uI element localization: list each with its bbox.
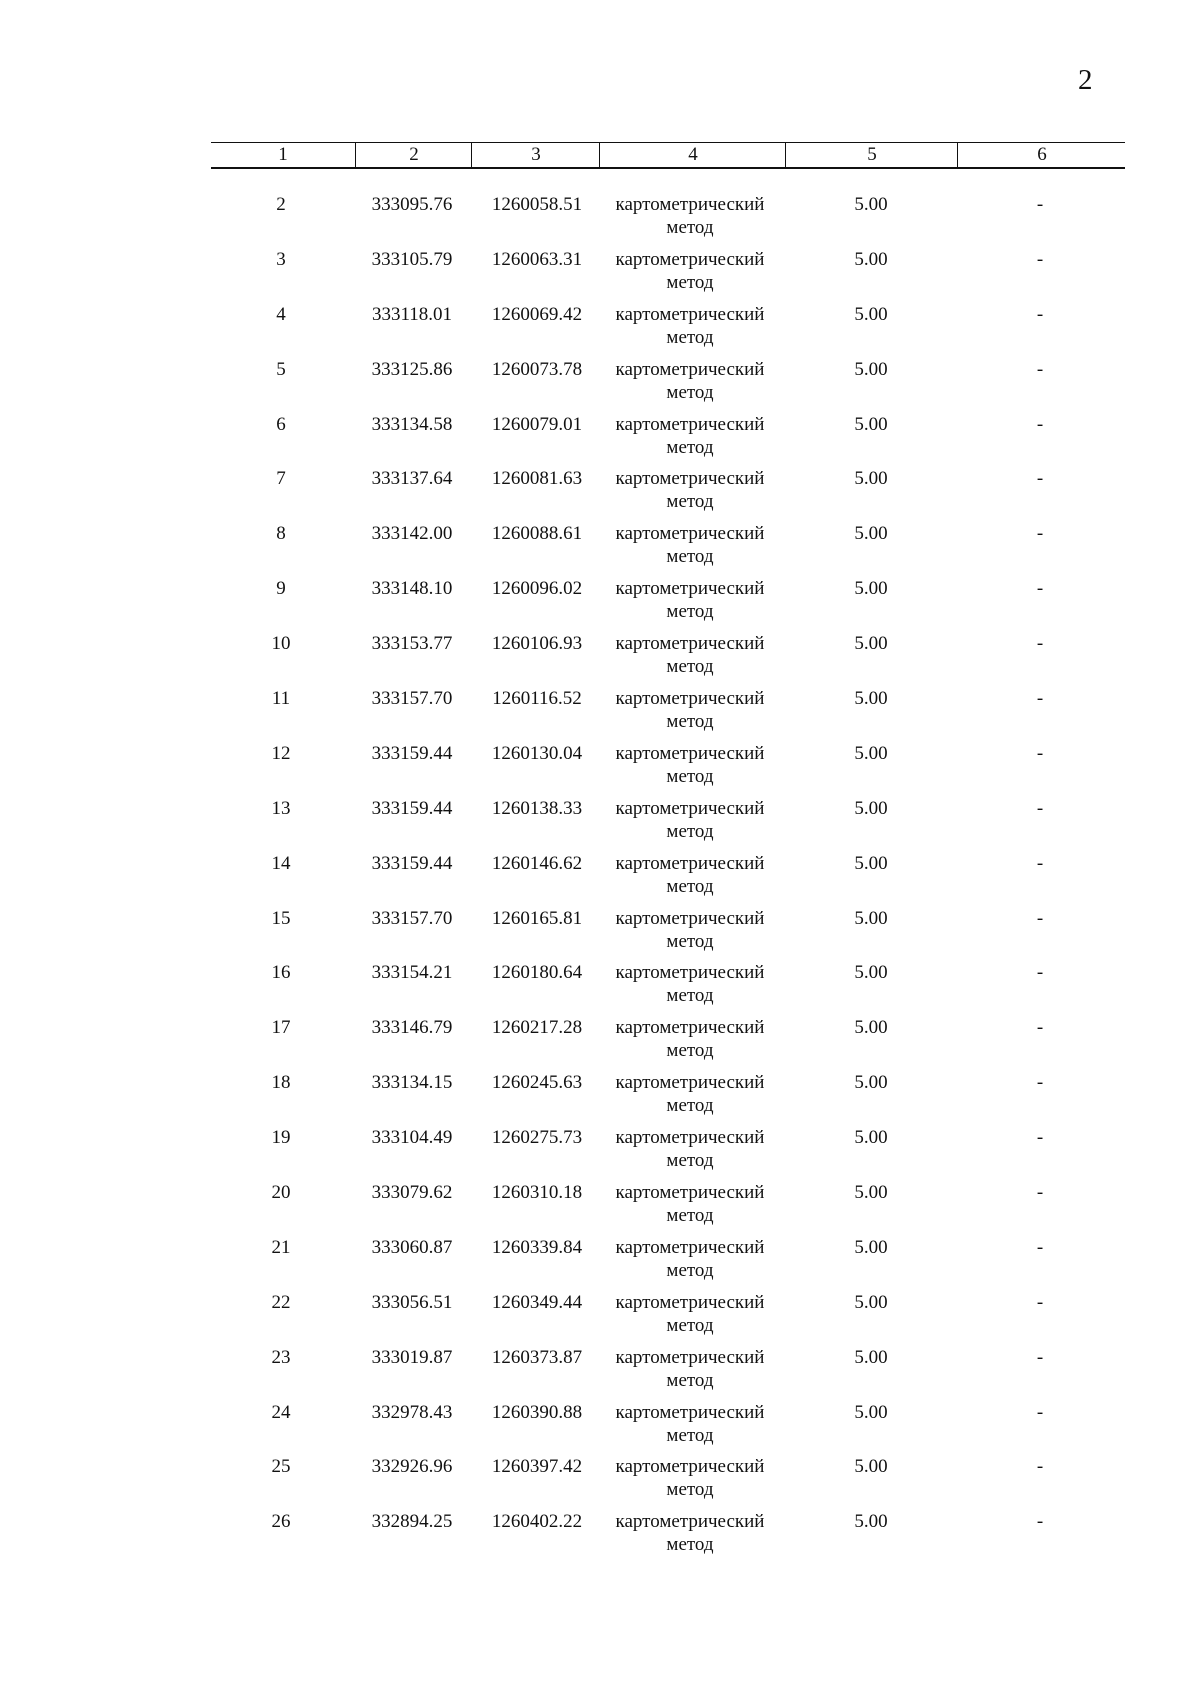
method-cell bbox=[597, 1455, 783, 1501]
note-value: - bbox=[1036, 523, 1044, 545]
accuracy-value: 5.00 bbox=[854, 1511, 888, 1533]
method-line-1: картометрический bbox=[615, 1072, 765, 1094]
table-row bbox=[0, 572, 1200, 627]
coordinate-x: 333146.79 bbox=[371, 1017, 453, 1039]
method-line-2: метод bbox=[666, 711, 714, 733]
table-row bbox=[0, 956, 1200, 1011]
coordinate-x: 333153.77 bbox=[371, 633, 453, 655]
coordinate-x: 333125.86 bbox=[371, 358, 453, 380]
note-value: - bbox=[1036, 1346, 1044, 1368]
method-cell bbox=[597, 1071, 783, 1117]
table-row bbox=[0, 243, 1200, 298]
method-line-1: картометрический bbox=[615, 852, 765, 874]
coordinate-x: 333056.51 bbox=[371, 1291, 453, 1313]
note-value: - bbox=[1036, 742, 1044, 764]
coordinate-y: 1260217.28 bbox=[491, 1017, 583, 1039]
coordinate-x: 333019.87 bbox=[371, 1346, 453, 1368]
header-col-6: 6 bbox=[957, 143, 1126, 167]
coordinate-x: 333159.44 bbox=[371, 797, 453, 819]
method-cell bbox=[597, 303, 783, 349]
coordinate-y: 1260245.63 bbox=[491, 1072, 583, 1094]
header-col-4: 4 bbox=[599, 143, 786, 167]
table-row bbox=[0, 1066, 1200, 1121]
coordinate-y: 1260073.78 bbox=[491, 358, 583, 380]
method-line-2: метод bbox=[666, 820, 714, 842]
table-row bbox=[0, 847, 1200, 902]
method-cell bbox=[597, 1126, 783, 1172]
table-row bbox=[0, 1450, 1200, 1505]
coordinate-y: 1260390.88 bbox=[491, 1401, 583, 1423]
accuracy-value: 5.00 bbox=[854, 523, 888, 545]
accuracy-value: 5.00 bbox=[854, 633, 888, 655]
method-line-1: картометрический bbox=[615, 1511, 765, 1533]
method-cell bbox=[597, 248, 783, 294]
method-line-2: метод bbox=[666, 491, 714, 513]
point-number: 26 bbox=[271, 1511, 291, 1533]
table-row bbox=[0, 408, 1200, 463]
point-number: 22 bbox=[271, 1291, 291, 1313]
point-number: 20 bbox=[271, 1182, 291, 1204]
page-number: 2 bbox=[1078, 64, 1093, 96]
note-value: - bbox=[1036, 303, 1044, 325]
method-line-1: картометрический bbox=[615, 633, 765, 655]
note-value: - bbox=[1036, 194, 1044, 215]
method-line-2: метод bbox=[666, 601, 714, 623]
accuracy-value: 5.00 bbox=[854, 1182, 888, 1204]
point-number: 21 bbox=[271, 1236, 291, 1258]
point-number: 10 bbox=[271, 633, 291, 655]
coordinate-x: 333079.62 bbox=[371, 1182, 453, 1204]
point-number: 2 bbox=[276, 194, 286, 215]
accuracy-value: 5.00 bbox=[854, 1072, 888, 1094]
point-number: 5 bbox=[276, 358, 286, 380]
accuracy-value: 5.00 bbox=[854, 248, 888, 270]
method-cell bbox=[597, 413, 783, 459]
accuracy-value: 5.00 bbox=[854, 468, 888, 490]
coordinate-x: 333148.10 bbox=[371, 578, 453, 600]
accuracy-value: 5.00 bbox=[854, 688, 888, 710]
point-number: 25 bbox=[271, 1456, 291, 1478]
note-value: - bbox=[1036, 1182, 1044, 1204]
note-value: - bbox=[1036, 1236, 1044, 1258]
coordinates-table bbox=[0, 188, 1200, 1560]
point-number: 15 bbox=[271, 907, 291, 929]
method-line-2: метод bbox=[666, 217, 714, 238]
note-value: - bbox=[1036, 1401, 1044, 1423]
method-line-2: метод bbox=[666, 875, 714, 897]
method-line-2: метод bbox=[666, 326, 714, 348]
method-line-2: метод bbox=[666, 1205, 714, 1227]
accuracy-value: 5.00 bbox=[854, 1236, 888, 1258]
table-row bbox=[0, 1231, 1200, 1286]
coordinate-x: 333142.00 bbox=[371, 523, 453, 545]
table-row bbox=[0, 1341, 1200, 1396]
coordinate-y: 1260138.33 bbox=[491, 797, 583, 819]
coordinate-y: 1260146.62 bbox=[491, 852, 583, 874]
method-line-2: метод bbox=[666, 1534, 714, 1556]
table-row bbox=[0, 627, 1200, 682]
note-value: - bbox=[1036, 468, 1044, 490]
accuracy-value: 5.00 bbox=[854, 1401, 888, 1423]
method-cell bbox=[597, 632, 783, 678]
method-line-2: метод bbox=[666, 1040, 714, 1062]
method-line-2: метод bbox=[666, 546, 714, 568]
note-value: - bbox=[1036, 1511, 1044, 1533]
header-col-1: 1 bbox=[278, 144, 288, 165]
coordinate-y: 1260106.93 bbox=[491, 633, 583, 655]
note-value: - bbox=[1036, 248, 1044, 270]
method-line-2: метод bbox=[666, 656, 714, 678]
table-row bbox=[0, 353, 1200, 408]
header-col-2: 2 bbox=[355, 143, 472, 167]
method-line-1: картометрический bbox=[615, 1401, 765, 1423]
method-cell bbox=[597, 193, 783, 239]
table-row bbox=[0, 792, 1200, 847]
coordinate-y: 1260180.64 bbox=[491, 962, 583, 984]
method-line-2: метод bbox=[666, 1479, 714, 1501]
point-number: 7 bbox=[276, 468, 286, 490]
note-value: - bbox=[1036, 688, 1044, 710]
table-row bbox=[0, 1011, 1200, 1066]
method-line-1: картометрический bbox=[615, 523, 765, 545]
accuracy-value: 5.00 bbox=[854, 742, 888, 764]
note-value: - bbox=[1036, 633, 1044, 655]
accuracy-value: 5.00 bbox=[854, 1456, 888, 1478]
method-cell bbox=[597, 1236, 783, 1282]
coordinate-y: 1260339.84 bbox=[491, 1236, 583, 1258]
point-number: 3 bbox=[276, 248, 286, 270]
point-number: 18 bbox=[271, 1072, 291, 1094]
note-value: - bbox=[1036, 578, 1044, 600]
note-value: - bbox=[1036, 797, 1044, 819]
coordinate-y: 1260130.04 bbox=[491, 742, 583, 764]
header-col-3: 3 bbox=[471, 143, 600, 167]
method-line-2: метод bbox=[666, 1369, 714, 1391]
coordinate-x: 333157.70 bbox=[371, 907, 453, 929]
note-value: - bbox=[1036, 907, 1044, 929]
accuracy-value: 5.00 bbox=[854, 1291, 888, 1313]
coordinate-x: 333159.44 bbox=[371, 852, 453, 874]
method-cell bbox=[597, 852, 783, 898]
method-line-1: картометрический bbox=[615, 1127, 765, 1149]
note-value: - bbox=[1036, 1456, 1044, 1478]
method-line-1: картометрический bbox=[615, 797, 765, 819]
table-row bbox=[0, 1121, 1200, 1176]
table-row bbox=[0, 298, 1200, 353]
coordinate-y: 1260165.81 bbox=[491, 907, 583, 929]
table-row bbox=[0, 188, 1200, 243]
accuracy-value: 5.00 bbox=[854, 797, 888, 819]
method-line-2: метод bbox=[666, 1150, 714, 1172]
method-line-1: картометрический bbox=[615, 194, 765, 215]
method-line-1: картометрический bbox=[615, 1236, 765, 1258]
coordinate-x: 332894.25 bbox=[371, 1511, 453, 1533]
coordinate-x: 332926.96 bbox=[371, 1456, 453, 1478]
coordinate-y: 1260397.42 bbox=[491, 1456, 583, 1478]
coordinate-x: 333134.58 bbox=[371, 413, 453, 435]
point-number: 19 bbox=[271, 1127, 291, 1149]
note-value: - bbox=[1036, 1127, 1044, 1149]
point-number: 23 bbox=[271, 1346, 291, 1368]
coordinate-x: 333060.87 bbox=[371, 1236, 453, 1258]
accuracy-value: 5.00 bbox=[854, 852, 888, 874]
method-cell bbox=[597, 687, 783, 733]
method-line-1: картометрический bbox=[615, 742, 765, 764]
method-line-1: картометрический bbox=[615, 962, 765, 984]
coordinate-x: 332978.43 bbox=[371, 1401, 453, 1423]
method-cell bbox=[597, 1181, 783, 1227]
method-line-1: картометрический bbox=[615, 468, 765, 490]
coordinate-y: 1260096.02 bbox=[491, 578, 583, 600]
method-line-1: картометрический bbox=[615, 248, 765, 270]
method-cell bbox=[597, 742, 783, 788]
method-cell bbox=[597, 1291, 783, 1337]
method-cell bbox=[597, 797, 783, 843]
method-line-2: метод bbox=[666, 1314, 714, 1336]
note-value: - bbox=[1036, 1017, 1044, 1039]
coordinate-x: 333157.70 bbox=[371, 688, 453, 710]
table-row bbox=[0, 462, 1200, 517]
method-cell bbox=[597, 522, 783, 568]
method-cell bbox=[597, 467, 783, 513]
coordinate-x: 333134.15 bbox=[371, 1072, 453, 1094]
point-number: 11 bbox=[271, 688, 291, 710]
coordinate-y: 1260310.18 bbox=[491, 1182, 583, 1204]
method-cell bbox=[597, 1401, 783, 1447]
coordinate-y: 1260063.31 bbox=[491, 248, 583, 270]
method-line-2: метод bbox=[666, 1259, 714, 1281]
table-header bbox=[211, 142, 1125, 169]
coordinate-x: 333118.01 bbox=[371, 303, 453, 325]
method-line-2: метод bbox=[666, 271, 714, 293]
point-number: 16 bbox=[271, 962, 291, 984]
coordinate-x: 333104.49 bbox=[371, 1127, 453, 1149]
coordinate-x: 333159.44 bbox=[371, 742, 453, 764]
coordinate-y: 1260088.61 bbox=[491, 523, 583, 545]
point-number: 24 bbox=[271, 1401, 291, 1423]
method-line-1: картометрический bbox=[615, 1291, 765, 1313]
coordinate-y: 1260069.42 bbox=[491, 303, 583, 325]
accuracy-value: 5.00 bbox=[854, 1017, 888, 1039]
coordinate-y: 1260079.01 bbox=[491, 413, 583, 435]
coordinate-y: 1260349.44 bbox=[491, 1291, 583, 1313]
coordinate-y: 1260275.73 bbox=[491, 1127, 583, 1149]
coordinate-x: 333154.21 bbox=[371, 962, 453, 984]
method-line-2: метод bbox=[666, 930, 714, 952]
method-line-1: картометрический bbox=[615, 1017, 765, 1039]
method-line-1: картометрический bbox=[615, 303, 765, 325]
coordinate-y: 1260081.63 bbox=[491, 468, 583, 490]
method-cell bbox=[597, 1016, 783, 1062]
accuracy-value: 5.00 bbox=[854, 358, 888, 380]
note-value: - bbox=[1036, 358, 1044, 380]
table-row bbox=[0, 517, 1200, 572]
method-cell bbox=[597, 577, 783, 623]
coordinate-y: 1260373.87 bbox=[491, 1346, 583, 1368]
accuracy-value: 5.00 bbox=[854, 1346, 888, 1368]
point-number: 4 bbox=[276, 303, 286, 325]
table-row bbox=[0, 902, 1200, 957]
method-line-2: метод bbox=[666, 381, 714, 403]
method-line-2: метод bbox=[666, 1424, 714, 1446]
accuracy-value: 5.00 bbox=[854, 413, 888, 435]
note-value: - bbox=[1036, 1291, 1044, 1313]
method-line-2: метод bbox=[666, 985, 714, 1007]
method-line-1: картометрический bbox=[615, 1182, 765, 1204]
table-row bbox=[0, 682, 1200, 737]
header-col-5: 5 bbox=[785, 143, 958, 167]
method-line-1: картометрический bbox=[615, 578, 765, 600]
accuracy-value: 5.00 bbox=[854, 303, 888, 325]
point-number: 14 bbox=[271, 852, 291, 874]
method-line-1: картометрический bbox=[615, 907, 765, 929]
accuracy-value: 5.00 bbox=[854, 907, 888, 929]
point-number: 13 bbox=[271, 797, 291, 819]
method-line-2: метод bbox=[666, 765, 714, 787]
accuracy-value: 5.00 bbox=[854, 1127, 888, 1149]
point-number: 6 bbox=[276, 413, 286, 435]
accuracy-value: 5.00 bbox=[854, 962, 888, 984]
method-cell bbox=[597, 1510, 783, 1556]
method-line-2: метод bbox=[666, 1095, 714, 1117]
method-cell bbox=[597, 358, 783, 404]
table-row bbox=[0, 1286, 1200, 1341]
method-line-1: картометрический bbox=[615, 688, 765, 710]
coordinate-x: 333137.64 bbox=[371, 468, 453, 490]
method-line-2: метод bbox=[666, 436, 714, 458]
note-value: - bbox=[1036, 1072, 1044, 1094]
coordinate-x: 333095.76 bbox=[371, 194, 453, 215]
note-value: - bbox=[1036, 962, 1044, 984]
coordinate-y: 1260058.51 bbox=[491, 194, 583, 215]
table-row bbox=[0, 1176, 1200, 1231]
point-number: 12 bbox=[271, 742, 291, 764]
point-number: 17 bbox=[271, 1017, 291, 1039]
table-row bbox=[0, 1396, 1200, 1451]
coordinate-y: 1260402.22 bbox=[491, 1511, 583, 1533]
coordinate-x: 333105.79 bbox=[371, 248, 453, 270]
point-number: 9 bbox=[276, 578, 286, 600]
note-value: - bbox=[1036, 852, 1044, 874]
method-line-1: картометрический bbox=[615, 413, 765, 435]
method-cell bbox=[597, 1346, 783, 1392]
method-line-1: картометрический bbox=[615, 1456, 765, 1478]
accuracy-value: 5.00 bbox=[854, 194, 888, 215]
accuracy-value: 5.00 bbox=[854, 578, 888, 600]
method-line-1: картометрический bbox=[615, 1346, 765, 1368]
point-number: 8 bbox=[276, 523, 286, 545]
note-value: - bbox=[1036, 413, 1044, 435]
table-row bbox=[0, 1505, 1200, 1560]
method-cell bbox=[597, 907, 783, 953]
coordinate-y: 1260116.52 bbox=[492, 688, 582, 710]
method-cell bbox=[597, 961, 783, 1007]
table-row bbox=[0, 737, 1200, 792]
method-line-1: картометрический bbox=[615, 358, 765, 380]
